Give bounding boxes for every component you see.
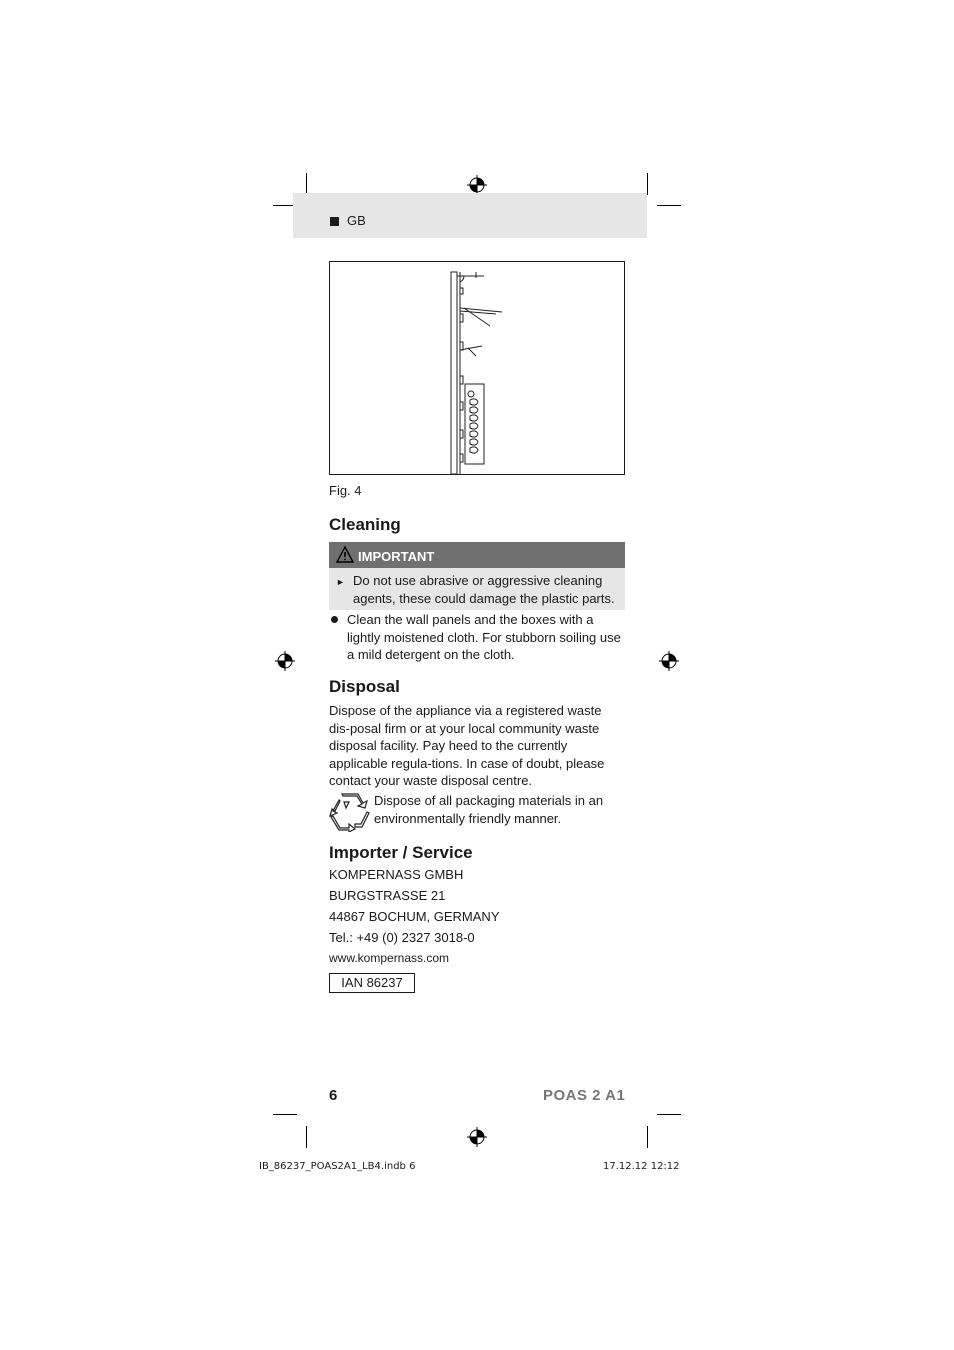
registration-mark-icon: [275, 651, 295, 671]
important-box-body: [329, 568, 625, 610]
crop-mark: [273, 1114, 297, 1115]
company-name: KOMPERNASS GMBH: [329, 867, 464, 882]
crop-mark: [647, 173, 648, 195]
crop-mark: [647, 1126, 648, 1148]
important-label: IMPORTANT: [358, 549, 435, 564]
packaging-disposal-text: Dispose of all packaging materials in an environmentally friendly manner.: [374, 793, 604, 826]
website-link[interactable]: www.kompernass.com: [329, 951, 450, 965]
registration-mark-icon: [659, 651, 679, 671]
registration-mark-icon: [467, 175, 487, 195]
slug-date: 17.12.12 12:12: [603, 1161, 680, 1172]
ian-box: IAN 86237: [329, 973, 415, 993]
crop-mark: [306, 173, 307, 195]
important-text: Do not use abrasive or aggressive cleaning agents, these could damage the plastic parts.: [353, 573, 615, 606]
crop-mark: [657, 1114, 681, 1115]
cleaning-heading: Cleaning: [329, 515, 401, 534]
disposal-heading: Disposal: [329, 677, 400, 696]
street-address: BURGSTRASSE 21: [329, 888, 446, 903]
registration-mark-icon: [467, 1127, 487, 1147]
telephone: Tel.: +49 (0) 2327 3018-0: [329, 930, 475, 945]
important-box-header: [329, 542, 625, 568]
figure-4: [329, 261, 625, 475]
model-name: POAS 2 A1: [543, 1087, 626, 1104]
recycle-icon: [329, 792, 371, 832]
crop-mark: [306, 1126, 307, 1148]
cleaning-instruction: Clean the wall panels and the boxes with a lightly moistened cloth. For stubborn soiling use a mild detergent on the cloth.: [347, 612, 621, 662]
crop-mark: [657, 205, 681, 206]
warning-triangle-icon: [336, 546, 354, 563]
wall-panel-illustration: [330, 262, 624, 474]
city-address: 44867 BOCHUM, GERMANY: [329, 909, 500, 924]
disposal-text: Dispose of the appliance via a registered waste dis-posal firm or at your local community waste disposal facility. Pay heed to the currently applicable regula-tions. In case of doubt, please contact your waste disposal centre.: [329, 703, 605, 788]
arrow-right-icon: ►: [336, 577, 345, 587]
bullet-icon: [331, 616, 338, 623]
importer-heading: Importer / Service: [329, 843, 473, 862]
figure-caption: Fig. 4: [329, 483, 362, 498]
language-code: GB: [347, 213, 366, 228]
page-number: 6: [329, 1087, 338, 1104]
language-square-icon: [330, 217, 339, 226]
slug-file: IB_86237_POAS2A1_LB4.indb 6: [259, 1161, 416, 1172]
